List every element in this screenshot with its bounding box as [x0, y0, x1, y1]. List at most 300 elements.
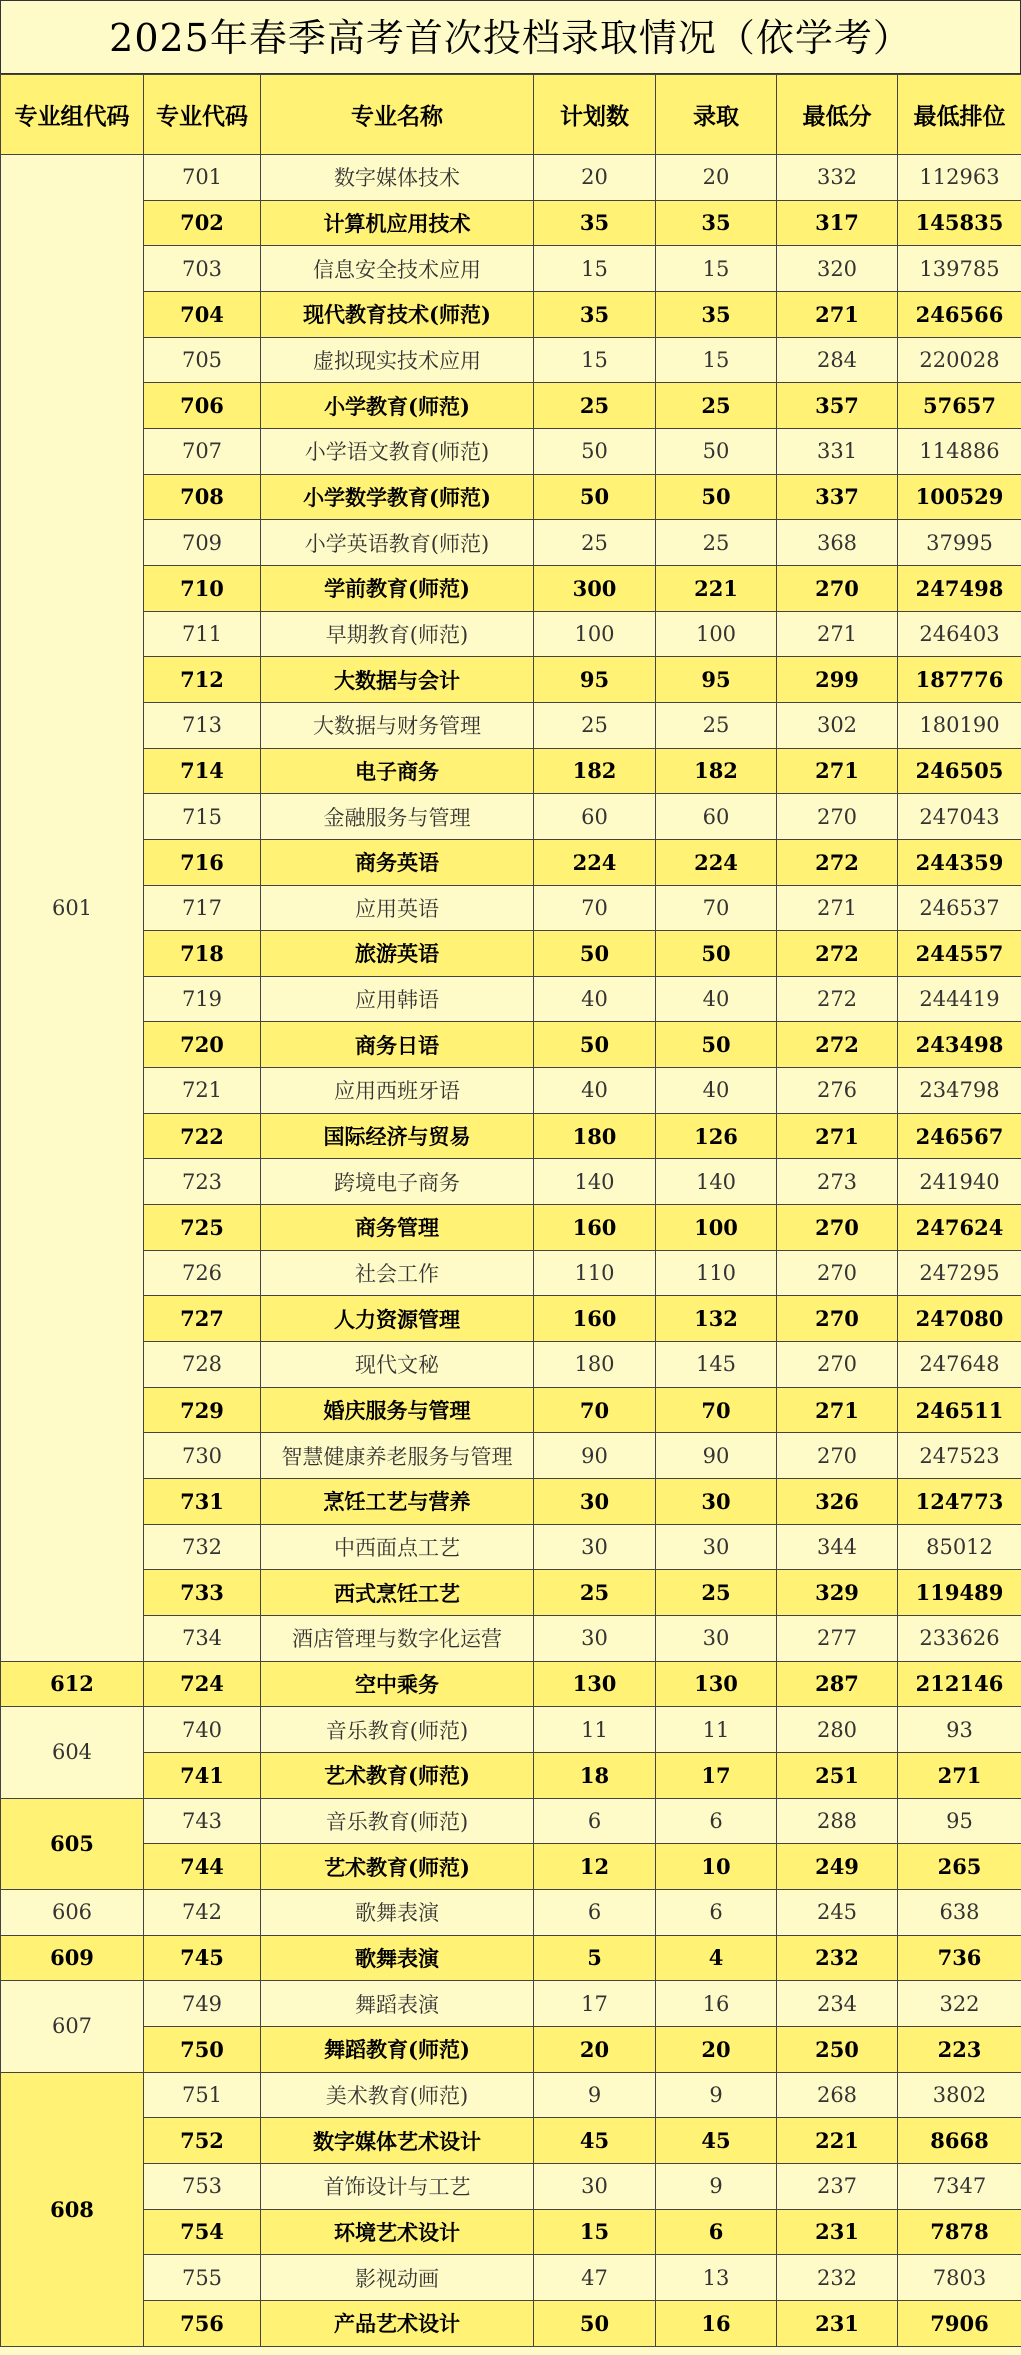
- min-rank-cell: 7803: [898, 2255, 1021, 2301]
- table-row: [1, 1250, 1021, 1296]
- table-row: [1, 565, 1021, 611]
- major-code-cell: 726: [144, 1250, 261, 1296]
- table-row: [1, 1661, 1021, 1707]
- admitted-cell: 6: [656, 1798, 777, 1844]
- table-row: [1, 1433, 1021, 1479]
- group-code-cell: 612: [1, 1661, 144, 1707]
- admitted-cell: 50: [656, 1022, 777, 1068]
- header-group-code: 专业组代码: [1, 75, 144, 155]
- major-name-cell: 影视动画: [261, 2255, 534, 2301]
- min-rank-cell: 220028: [898, 337, 1021, 383]
- min-rank-cell: 736: [898, 1935, 1021, 1981]
- min-rank-cell: 246403: [898, 611, 1021, 657]
- min-rank-cell: 145835: [898, 200, 1021, 246]
- table-row: [1, 1296, 1021, 1342]
- min-rank-cell: 241940: [898, 1159, 1021, 1205]
- plan-cell: 182: [534, 748, 656, 794]
- plan-cell: 30: [534, 1616, 656, 1662]
- table-row: [1, 2209, 1021, 2255]
- admitted-cell: 17: [656, 1752, 777, 1798]
- table-row: [1, 1205, 1021, 1251]
- header-plan: 计划数: [534, 75, 656, 155]
- major-code-cell: 750: [144, 2026, 261, 2072]
- min-rank-cell: 233626: [898, 1616, 1021, 1662]
- plan-cell: 160: [534, 1296, 656, 1342]
- min-score-cell: 271: [777, 1387, 898, 1433]
- major-code-cell: 706: [144, 383, 261, 429]
- table-row: [1, 976, 1021, 1022]
- major-code-cell: 756: [144, 2300, 261, 2346]
- major-name-cell: 艺术教育(师范): [261, 1752, 534, 1798]
- min-rank-cell: 244557: [898, 931, 1021, 977]
- plan-cell: 95: [534, 657, 656, 703]
- table-row: [1, 1068, 1021, 1114]
- plan-cell: 11: [534, 1707, 656, 1753]
- plan-cell: 90: [534, 1433, 656, 1479]
- plan-cell: 12: [534, 1844, 656, 1890]
- admitted-cell: 100: [656, 611, 777, 657]
- admitted-cell: 30: [656, 1616, 777, 1662]
- min-rank-cell: 271: [898, 1752, 1021, 1798]
- major-code-cell: 704: [144, 291, 261, 337]
- major-name-cell: 舞蹈表演: [261, 1981, 534, 2027]
- table-row: [1, 885, 1021, 931]
- major-code-cell: 703: [144, 246, 261, 292]
- table-row: [1, 1113, 1021, 1159]
- plan-cell: 60: [534, 794, 656, 840]
- min-score-cell: 357: [777, 383, 898, 429]
- min-rank-cell: 57657: [898, 383, 1021, 429]
- min-score-cell: 270: [777, 1433, 898, 1479]
- major-name-cell: 舞蹈教育(师范): [261, 2026, 534, 2072]
- admitted-cell: 140: [656, 1159, 777, 1205]
- group-code-cell: 608: [1, 2072, 144, 2346]
- table-row: [1, 1342, 1021, 1388]
- major-name-cell: 商务英语: [261, 839, 534, 885]
- major-name-cell: 艺术教育(师范): [261, 1844, 534, 1890]
- major-code-cell: 722: [144, 1113, 261, 1159]
- min-rank-cell: 246566: [898, 291, 1021, 337]
- table-row: [1, 794, 1021, 840]
- major-code-cell: 705: [144, 337, 261, 383]
- min-rank-cell: 638: [898, 1889, 1021, 1935]
- plan-cell: 6: [534, 1798, 656, 1844]
- admitted-cell: 110: [656, 1250, 777, 1296]
- major-name-cell: 学前教育(师范): [261, 565, 534, 611]
- table-row: [1, 1159, 1021, 1205]
- admitted-cell: 50: [656, 931, 777, 977]
- min-score-cell: 337: [777, 474, 898, 520]
- plan-cell: 15: [534, 2209, 656, 2255]
- major-name-cell: 小学英语教育(师范): [261, 520, 534, 566]
- major-code-cell: 732: [144, 1524, 261, 1570]
- admitted-cell: 40: [656, 976, 777, 1022]
- plan-cell: 70: [534, 1387, 656, 1433]
- table-row: [1, 520, 1021, 566]
- min-rank-cell: 244359: [898, 839, 1021, 885]
- major-name-cell: 商务日语: [261, 1022, 534, 1068]
- plan-cell: 140: [534, 1159, 656, 1205]
- plan-cell: 5: [534, 1935, 656, 1981]
- min-score-cell: 270: [777, 1342, 898, 1388]
- major-name-cell: 商务管理: [261, 1205, 534, 1251]
- admitted-cell: 126: [656, 1113, 777, 1159]
- min-score-cell: 284: [777, 337, 898, 383]
- min-score-cell: 231: [777, 2300, 898, 2346]
- min-rank-cell: 223: [898, 2026, 1021, 2072]
- plan-cell: 70: [534, 885, 656, 931]
- plan-cell: 25: [534, 1570, 656, 1616]
- major-code-cell: 745: [144, 1935, 261, 1981]
- major-name-cell: 西式烹饪工艺: [261, 1570, 534, 1616]
- major-code-cell: 723: [144, 1159, 261, 1205]
- admitted-cell: 70: [656, 885, 777, 931]
- major-code-cell: 717: [144, 885, 261, 931]
- plan-cell: 25: [534, 383, 656, 429]
- admitted-cell: 95: [656, 657, 777, 703]
- table-row: [1, 1616, 1021, 1662]
- min-rank-cell: 212146: [898, 1661, 1021, 1707]
- major-name-cell: 歌舞表演: [261, 1935, 534, 1981]
- major-code-cell: 701: [144, 155, 261, 201]
- min-score-cell: 276: [777, 1068, 898, 1114]
- plan-cell: 30: [534, 1479, 656, 1525]
- major-name-cell: 数字媒体技术: [261, 155, 534, 201]
- admitted-cell: 25: [656, 702, 777, 748]
- major-name-cell: 国际经济与贸易: [261, 1113, 534, 1159]
- min-score-cell: 250: [777, 2026, 898, 2072]
- admitted-cell: 11: [656, 1707, 777, 1753]
- min-rank-cell: 8668: [898, 2118, 1021, 2164]
- min-score-cell: 221: [777, 2118, 898, 2164]
- admitted-cell: 9: [656, 2163, 777, 2209]
- major-name-cell: 美术教育(师范): [261, 2072, 534, 2118]
- min-score-cell: 272: [777, 976, 898, 1022]
- major-code-cell: 752: [144, 2118, 261, 2164]
- table-row: [1, 1752, 1021, 1798]
- table-row: [1, 2026, 1021, 2072]
- major-name-cell: 智慧健康养老服务与管理: [261, 1433, 534, 1479]
- plan-cell: 100: [534, 611, 656, 657]
- plan-cell: 20: [534, 2026, 656, 2072]
- major-name-cell: 电子商务: [261, 748, 534, 794]
- admitted-cell: 6: [656, 1889, 777, 1935]
- group-code-cell: 605: [1, 1798, 144, 1889]
- major-name-cell: 应用英语: [261, 885, 534, 931]
- min-score-cell: 249: [777, 1844, 898, 1890]
- admitted-cell: 15: [656, 246, 777, 292]
- min-score-cell: 237: [777, 2163, 898, 2209]
- major-code-cell: 721: [144, 1068, 261, 1114]
- table-row: [1, 1479, 1021, 1525]
- table-row: [1, 611, 1021, 657]
- min-rank-cell: 246511: [898, 1387, 1021, 1433]
- major-code-cell: 719: [144, 976, 261, 1022]
- min-rank-cell: 247624: [898, 1205, 1021, 1251]
- admitted-cell: 50: [656, 474, 777, 520]
- min-rank-cell: 7878: [898, 2209, 1021, 2255]
- table-row: [1, 246, 1021, 292]
- table-row: [1, 474, 1021, 520]
- table-row: [1, 1935, 1021, 1981]
- admitted-cell: 9: [656, 2072, 777, 2118]
- admitted-cell: 132: [656, 1296, 777, 1342]
- major-code-cell: 755: [144, 2255, 261, 2301]
- major-name-cell: 信息安全技术应用: [261, 246, 534, 292]
- admitted-cell: 20: [656, 2026, 777, 2072]
- table-body: [1, 155, 1021, 2347]
- major-name-cell: 计算机应用技术: [261, 200, 534, 246]
- admitted-cell: 13: [656, 2255, 777, 2301]
- major-code-cell: 708: [144, 474, 261, 520]
- major-code-cell: 716: [144, 839, 261, 885]
- min-score-cell: 245: [777, 1889, 898, 1935]
- admitted-cell: 221: [656, 565, 777, 611]
- major-name-cell: 婚庆服务与管理: [261, 1387, 534, 1433]
- major-name-cell: 大数据与财务管理: [261, 702, 534, 748]
- plan-cell: 160: [534, 1205, 656, 1251]
- min-score-cell: 271: [777, 611, 898, 657]
- table-row: [1, 2300, 1021, 2346]
- major-code-cell: 712: [144, 657, 261, 703]
- admitted-cell: 130: [656, 1661, 777, 1707]
- plan-cell: 25: [534, 520, 656, 566]
- table-row: [1, 2255, 1021, 2301]
- min-rank-cell: 246537: [898, 885, 1021, 931]
- min-score-cell: 368: [777, 520, 898, 566]
- min-score-cell: 329: [777, 1570, 898, 1616]
- major-name-cell: 小学教育(师范): [261, 383, 534, 429]
- major-code-cell: 754: [144, 2209, 261, 2255]
- min-score-cell: 288: [777, 1798, 898, 1844]
- major-name-cell: 大数据与会计: [261, 657, 534, 703]
- major-code-cell: 734: [144, 1616, 261, 1662]
- plan-cell: 50: [534, 428, 656, 474]
- table-row: [1, 337, 1021, 383]
- major-code-cell: 702: [144, 200, 261, 246]
- major-code-cell: 713: [144, 702, 261, 748]
- plan-cell: 110: [534, 1250, 656, 1296]
- min-score-cell: 232: [777, 2255, 898, 2301]
- admitted-cell: 15: [656, 337, 777, 383]
- min-score-cell: 317: [777, 200, 898, 246]
- plan-cell: 15: [534, 337, 656, 383]
- table-row: [1, 155, 1021, 201]
- major-name-cell: 数字媒体艺术设计: [261, 2118, 534, 2164]
- header-min-rank: 最低排位: [898, 75, 1021, 155]
- major-code-cell: 731: [144, 1479, 261, 1525]
- min-rank-cell: 112963: [898, 155, 1021, 201]
- major-code-cell: 715: [144, 794, 261, 840]
- major-code-cell: 729: [144, 1387, 261, 1433]
- major-code-cell: 718: [144, 931, 261, 977]
- major-name-cell: 跨境电子商务: [261, 1159, 534, 1205]
- major-code-cell: 720: [144, 1022, 261, 1068]
- min-score-cell: 272: [777, 1022, 898, 1068]
- admitted-cell: 60: [656, 794, 777, 840]
- table-row: [1, 748, 1021, 794]
- admitted-cell: 35: [656, 200, 777, 246]
- admitted-cell: 4: [656, 1935, 777, 1981]
- admitted-cell: 25: [656, 520, 777, 566]
- min-rank-cell: 7906: [898, 2300, 1021, 2346]
- major-name-cell: 金融服务与管理: [261, 794, 534, 840]
- min-rank-cell: 322: [898, 1981, 1021, 2027]
- table-row: [1, 657, 1021, 703]
- admitted-cell: 30: [656, 1524, 777, 1570]
- header-major-code: 专业代码: [144, 75, 261, 155]
- admitted-cell: 70: [656, 1387, 777, 1433]
- admitted-cell: 40: [656, 1068, 777, 1114]
- admitted-cell: 90: [656, 1433, 777, 1479]
- min-rank-cell: 265: [898, 1844, 1021, 1890]
- plan-cell: 9: [534, 2072, 656, 2118]
- min-rank-cell: 119489: [898, 1570, 1021, 1616]
- admitted-cell: 25: [656, 383, 777, 429]
- table-row: [1, 1707, 1021, 1753]
- group-code-cell: 609: [1, 1935, 144, 1981]
- page-title: 2025年春季高考首次投档录取情况（依学考）: [0, 0, 1021, 74]
- min-rank-cell: 247648: [898, 1342, 1021, 1388]
- min-score-cell: 234: [777, 1981, 898, 2027]
- major-code-cell: 741: [144, 1752, 261, 1798]
- plan-cell: 17: [534, 1981, 656, 2027]
- min-score-cell: 270: [777, 565, 898, 611]
- table-row: [1, 200, 1021, 246]
- min-score-cell: 270: [777, 1296, 898, 1342]
- min-score-cell: 231: [777, 2209, 898, 2255]
- major-name-cell: 旅游英语: [261, 931, 534, 977]
- min-rank-cell: 234798: [898, 1068, 1021, 1114]
- min-rank-cell: 93: [898, 1707, 1021, 1753]
- major-code-cell: 724: [144, 1661, 261, 1707]
- min-score-cell: 271: [777, 885, 898, 931]
- plan-cell: 300: [534, 565, 656, 611]
- major-code-cell: 714: [144, 748, 261, 794]
- admitted-cell: 224: [656, 839, 777, 885]
- group-code-cell: 601: [1, 155, 144, 1662]
- min-score-cell: 271: [777, 1113, 898, 1159]
- min-rank-cell: 243498: [898, 1022, 1021, 1068]
- min-rank-cell: 114886: [898, 428, 1021, 474]
- plan-cell: 30: [534, 1524, 656, 1570]
- min-rank-cell: 100529: [898, 474, 1021, 520]
- plan-cell: 180: [534, 1113, 656, 1159]
- table-row: [1, 2118, 1021, 2164]
- plan-cell: 20: [534, 155, 656, 201]
- plan-cell: 50: [534, 474, 656, 520]
- min-score-cell: 271: [777, 291, 898, 337]
- min-rank-cell: 187776: [898, 657, 1021, 703]
- table-row: [1, 1981, 1021, 2027]
- table-row: [1, 1387, 1021, 1433]
- major-name-cell: 应用西班牙语: [261, 1068, 534, 1114]
- plan-cell: 50: [534, 1022, 656, 1068]
- table-row: [1, 1524, 1021, 1570]
- major-name-cell: 人力资源管理: [261, 1296, 534, 1342]
- min-rank-cell: 37995: [898, 520, 1021, 566]
- major-name-cell: 早期教育(师范): [261, 611, 534, 657]
- min-rank-cell: 244419: [898, 976, 1021, 1022]
- major-name-cell: 空中乘务: [261, 1661, 534, 1707]
- plan-cell: 40: [534, 976, 656, 1022]
- min-score-cell: 320: [777, 246, 898, 292]
- major-name-cell: 环境艺术设计: [261, 2209, 534, 2255]
- min-score-cell: 280: [777, 1707, 898, 1753]
- major-code-cell: 742: [144, 1889, 261, 1935]
- admitted-cell: 16: [656, 1981, 777, 2027]
- plan-cell: 30: [534, 2163, 656, 2209]
- major-code-cell: 725: [144, 1205, 261, 1251]
- plan-cell: 130: [534, 1661, 656, 1707]
- major-name-cell: 应用韩语: [261, 976, 534, 1022]
- admitted-cell: 30: [656, 1479, 777, 1525]
- major-code-cell: 711: [144, 611, 261, 657]
- plan-cell: 25: [534, 702, 656, 748]
- min-rank-cell: 85012: [898, 1524, 1021, 1570]
- min-score-cell: 272: [777, 931, 898, 977]
- min-score-cell: 270: [777, 1250, 898, 1296]
- admitted-cell: 10: [656, 1844, 777, 1890]
- admitted-cell: 100: [656, 1205, 777, 1251]
- min-score-cell: 326: [777, 1479, 898, 1525]
- header-min-score: 最低分: [777, 75, 898, 155]
- plan-cell: 50: [534, 931, 656, 977]
- major-code-cell: 709: [144, 520, 261, 566]
- plan-cell: 18: [534, 1752, 656, 1798]
- min-rank-cell: 247080: [898, 1296, 1021, 1342]
- min-score-cell: 344: [777, 1524, 898, 1570]
- min-rank-cell: 139785: [898, 246, 1021, 292]
- min-score-cell: 331: [777, 428, 898, 474]
- min-score-cell: 299: [777, 657, 898, 703]
- plan-cell: 35: [534, 200, 656, 246]
- major-name-cell: 烹饪工艺与营养: [261, 1479, 534, 1525]
- header-major-name: 专业名称: [261, 75, 534, 155]
- admitted-cell: 45: [656, 2118, 777, 2164]
- min-score-cell: 268: [777, 2072, 898, 2118]
- min-rank-cell: 95: [898, 1798, 1021, 1844]
- min-score-cell: 272: [777, 839, 898, 885]
- admission-table: [0, 74, 1021, 2347]
- major-code-cell: 727: [144, 1296, 261, 1342]
- min-score-cell: 271: [777, 748, 898, 794]
- plan-cell: 15: [534, 246, 656, 292]
- major-name-cell: 现代文秘: [261, 1342, 534, 1388]
- table-row: [1, 1844, 1021, 1890]
- plan-cell: 47: [534, 2255, 656, 2301]
- min-score-cell: 302: [777, 702, 898, 748]
- major-code-cell: 743: [144, 1798, 261, 1844]
- major-name-cell: 酒店管理与数字化运营: [261, 1616, 534, 1662]
- min-score-cell: 332: [777, 155, 898, 201]
- major-name-cell: 虚拟现实技术应用: [261, 337, 534, 383]
- plan-cell: 40: [534, 1068, 656, 1114]
- min-rank-cell: 247043: [898, 794, 1021, 840]
- min-score-cell: 232: [777, 1935, 898, 1981]
- major-name-cell: 中西面点工艺: [261, 1524, 534, 1570]
- header-row: [1, 75, 1021, 155]
- admitted-cell: 20: [656, 155, 777, 201]
- table-row: [1, 2072, 1021, 2118]
- major-name-cell: 小学数学教育(师范): [261, 474, 534, 520]
- major-code-cell: 707: [144, 428, 261, 474]
- table-row: [1, 1022, 1021, 1068]
- admitted-cell: 6: [656, 2209, 777, 2255]
- min-rank-cell: 247523: [898, 1433, 1021, 1479]
- major-code-cell: 728: [144, 1342, 261, 1388]
- table-row: [1, 839, 1021, 885]
